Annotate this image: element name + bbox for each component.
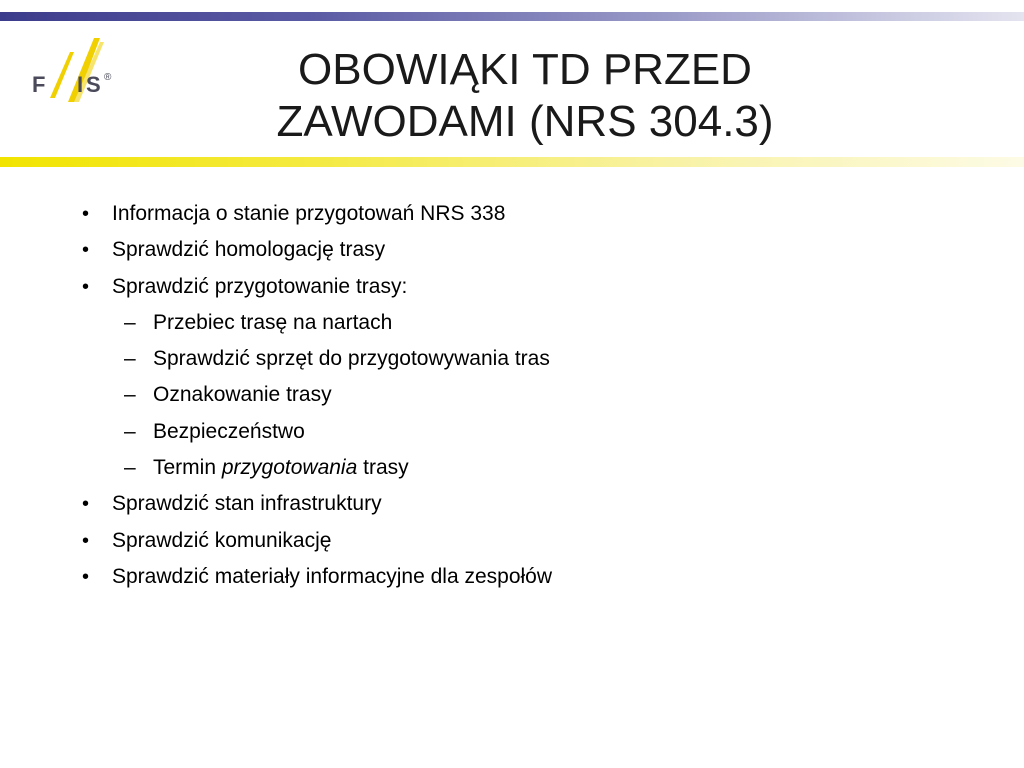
list-item-text: Sprawdzić sprzęt do przygotowywania tras — [153, 347, 550, 371]
list-item — [82, 232, 552, 268]
header-band — [0, 12, 1024, 21]
list-item — [82, 486, 552, 522]
list-item — [82, 196, 552, 232]
slide-title-line-1: OBOWIĄKI TD PRZED — [298, 45, 752, 94]
list-item-text: trasy — [363, 456, 409, 480]
bullet-marker: • — [82, 239, 90, 262]
bullet-list — [82, 196, 552, 595]
list-item-text: Sprawdzić stan infrastruktury — [112, 492, 382, 516]
list-item-text: Sprawdzić komunikację — [112, 528, 332, 552]
bullet-marker: • — [82, 529, 90, 552]
title-underline — [0, 157, 1024, 167]
list-item — [82, 523, 552, 559]
bullet-marker: • — [82, 565, 90, 588]
svg-text:®: ® — [104, 72, 112, 83]
list-item-text: Informacja o stanie przygotowań NRS 338 — [112, 202, 506, 225]
list-item-text: Sprawdzić przygotowanie trasy: — [112, 274, 408, 298]
dash-marker: – — [124, 419, 136, 443]
list-item-text: Bezpieczeństwo — [153, 419, 305, 443]
svg-text:S: S — [86, 72, 101, 97]
sub-list-item — [82, 305, 552, 341]
list-item-text: Oznakowanie trasy — [153, 383, 332, 407]
fis-logo — [30, 32, 120, 112]
list-item — [82, 269, 552, 305]
list-item-text: Sprawdzić homologację trasy — [112, 238, 386, 262]
list-item-text: Przebiec trasę na nartach — [153, 310, 393, 334]
slide-title — [200, 44, 850, 148]
list-item-italic-text: przygotowania — [221, 456, 358, 480]
list-item — [82, 559, 552, 595]
sub-list-item — [82, 377, 552, 413]
bullet-marker: • — [82, 203, 90, 225]
dash-marker: – — [124, 310, 136, 334]
svg-text:F: F — [32, 72, 46, 97]
sub-list-item — [82, 414, 552, 450]
bullet-marker: • — [82, 493, 90, 516]
slide-title-line-2: ZAWODAMI (NRS 304.3) — [276, 97, 774, 146]
bullet-marker: • — [82, 275, 90, 298]
sub-list-item — [82, 450, 552, 486]
list-item-text: Termin — [153, 456, 217, 480]
dash-marker: – — [124, 383, 136, 407]
list-item-text: Sprawdzić materiały informacyjne dla zespołów — [112, 564, 553, 588]
dash-marker: – — [124, 456, 136, 480]
dash-marker: – — [124, 347, 136, 371]
svg-text:I: I — [77, 72, 84, 97]
sub-list-item — [82, 341, 552, 377]
